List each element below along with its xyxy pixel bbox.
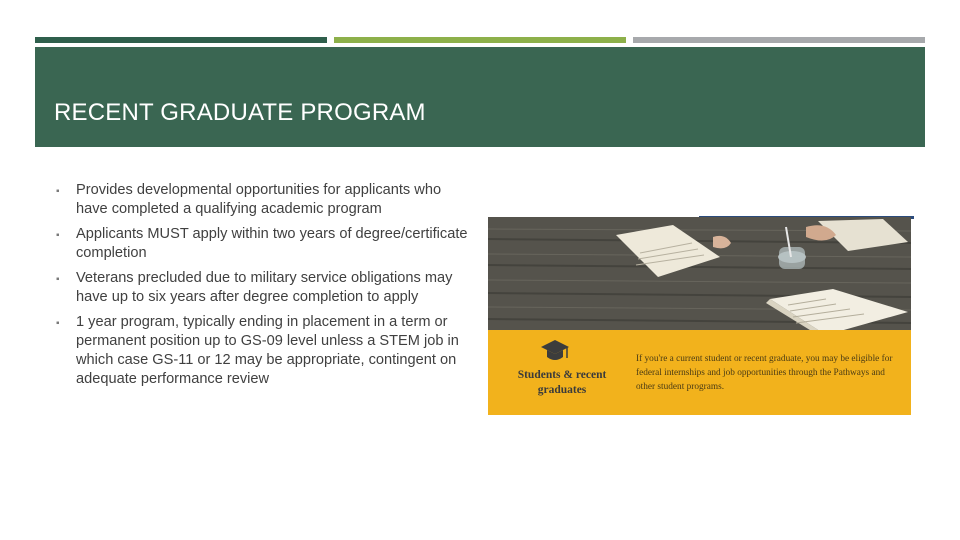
bullet-text: Veterans precluded due to military service obligations may have up to six years after degree completion to apply xyxy=(76,270,453,305)
callout-text: If you're a current student or recent graduate, you may be eligible for federal internships and job opportunities through the Pathways and other student programs. xyxy=(636,354,893,392)
callout-heading: Students & recent graduates xyxy=(517,369,607,396)
square-bullet-icon: ▪ xyxy=(56,186,60,197)
graduation-cap-icon xyxy=(540,338,570,366)
bullet-item xyxy=(56,313,474,389)
students-image xyxy=(488,217,911,415)
accent-bar-light-green xyxy=(334,37,626,43)
title-band xyxy=(35,47,925,147)
bullet-item xyxy=(56,225,474,263)
bullet-text: 1 year program, typically ending in placement in a term or permanent position up to GS-09 level unless a STEM job in which case GS-11 or 12 may be appropriate, contingent on adequate performance review xyxy=(76,314,459,387)
square-bullet-icon: ▪ xyxy=(56,230,60,241)
bullet-text: Provides developmental opportunities for applicants who have completed a qualifying academic program xyxy=(76,182,442,217)
slide-title: RECENT GRADUATE PROGRAM xyxy=(54,99,426,126)
accent-bar-dark-green xyxy=(35,37,327,43)
bullet-list xyxy=(56,181,474,395)
bullet-text: Applicants MUST apply within two years of degree/certificate completion xyxy=(76,226,468,261)
callout-band xyxy=(488,330,911,415)
square-bullet-icon: ▪ xyxy=(56,318,60,329)
square-bullet-icon: ▪ xyxy=(56,274,60,285)
bullet-item xyxy=(56,181,474,219)
bullet-item xyxy=(56,269,474,307)
accent-bar-gray xyxy=(633,37,925,43)
